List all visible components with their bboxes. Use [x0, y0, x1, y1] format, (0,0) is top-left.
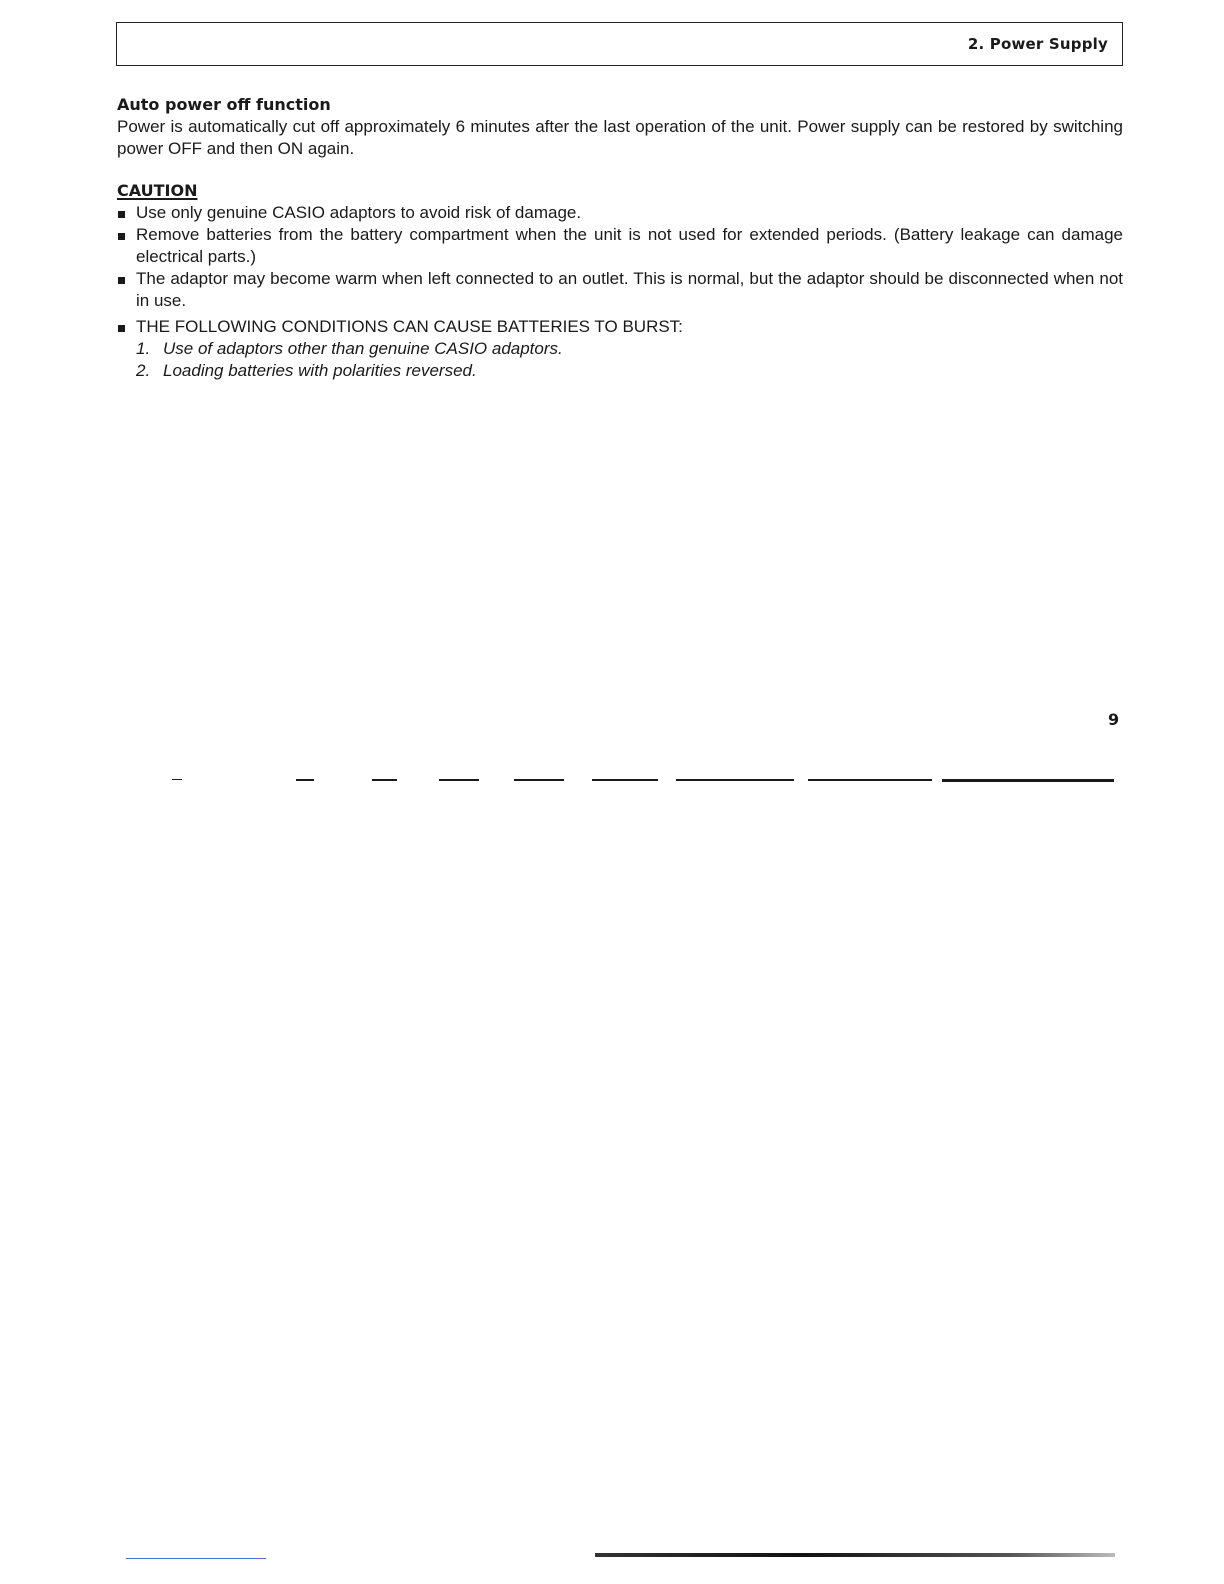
caution-item	[117, 224, 1123, 268]
caution-item	[117, 268, 1123, 312]
edge-mark	[172, 779, 182, 780]
caution-list	[117, 202, 1123, 338]
auto-power-text: Power is automatically cut off approximately 6 minutes after the last operation of the unit. Power supply can be restored by switching power OFF and then ON again.	[117, 117, 1123, 158]
caution-item-text: THE FOLLOWING CONDITIONS CAN CAUSE BATTERIES TO BURST:	[136, 317, 683, 336]
caution-item	[117, 316, 1123, 338]
square-bullet-icon	[118, 233, 125, 240]
edge-mark	[439, 779, 479, 781]
condition-number: 1.	[136, 339, 151, 358]
section-title: 2. Power Supply	[967, 35, 1108, 53]
condition-text: Loading batteries with polarities reversed.	[163, 361, 477, 380]
condition-text: Use of adaptors other than genuine CASIO adaptors.	[163, 339, 563, 358]
bottom-edge-mark	[126, 1558, 266, 1559]
caution-item	[117, 202, 1123, 224]
edge-mark	[514, 779, 564, 781]
condition-number: 2.	[136, 361, 151, 380]
caution-heading: CAUTION	[117, 181, 198, 200]
caution-item-text: Use only genuine CASIO adaptors to avoid risk of damage.	[136, 203, 582, 222]
caution-item-text: Remove batteries from the battery compartment when the unit is not used for extended periods. (Battery leakage can damage electrical parts.)	[136, 225, 1123, 266]
condition-item	[136, 338, 1123, 360]
square-bullet-icon	[118, 325, 125, 332]
header-box	[116, 22, 1123, 66]
caution-item-text: The adaptor may become warm when left connected to an outlet. This is normal, but the adaptor should be disconnected when not in use.	[136, 269, 1123, 310]
burst-conditions-list	[117, 338, 1123, 382]
condition-item	[136, 360, 1123, 382]
edge-mark	[808, 779, 932, 781]
edge-mark	[372, 779, 397, 781]
edge-mark	[942, 779, 1114, 782]
bottom-edge-mark	[595, 1553, 1115, 1557]
auto-power-heading: Auto power off function	[117, 95, 331, 114]
edge-mark	[676, 779, 794, 781]
page-content	[117, 94, 1123, 382]
page-number: 9	[1108, 710, 1120, 729]
square-bullet-icon	[118, 211, 125, 218]
edge-mark	[296, 779, 314, 781]
edge-mark	[592, 779, 658, 781]
square-bullet-icon	[118, 277, 125, 284]
